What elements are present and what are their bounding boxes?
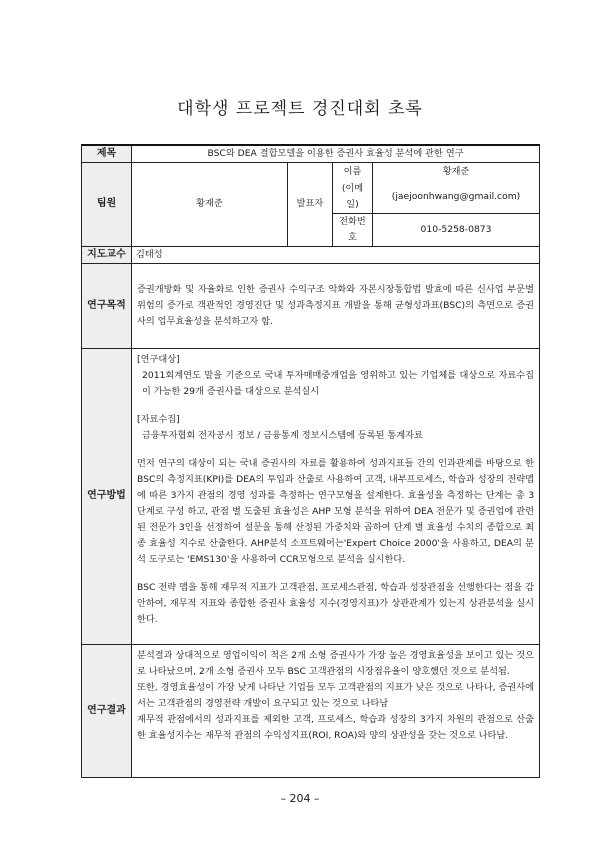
method-data-heading: [자료수집] <box>137 413 180 425</box>
method-subject-heading: [연구대상] <box>137 353 180 365</box>
title-row <box>82 145 540 163</box>
result-paragraph-2: 또한, 경영효율성이 가장 낮게 나타난 기업들 모두 고객관점의 지표가 낮은 것으로 나타나, 증권사에서는 고객관점의 경영전략 개발이 요구되고 있는 것으로 나타남 <box>137 681 535 709</box>
purpose-cell <box>132 263 540 348</box>
title-value: BSC와 DEA 결합모델을 이용한 증권사 효율성 분석에 관한 연구 <box>132 145 540 163</box>
method-subject-text: 2011회계연도 말을 기준으로 국내 투자매매중개업을 영위하고 있는 기업체를 대상으로 자료수집이 가능한 29개 증권사를 대상으로 분석실시 <box>142 369 535 397</box>
result-paragraph-3: 재무적 관점에서의 성과지표를 제외한 고객, 프로세스, 학습과 성장의 3가지 차원의 관점으로 산출한 효율성지수는 재무적 관점의 수익성지표(ROI, ROA)와 양의 상관성을 갖는 것으로 나타남. <box>137 713 535 741</box>
result-label: 연구결과 <box>82 644 132 777</box>
method-data-text: 금융투자협회 전자공시 정보 / 금융통계 정보시스템에 등록된 통계자료 <box>142 429 423 441</box>
method-cell <box>132 348 540 644</box>
advisor-row <box>82 246 540 263</box>
page-title: 대학생 프로젝트 경진대회 초록 <box>177 99 423 119</box>
purpose-label: 연구목적 <box>82 263 132 348</box>
result-cell <box>132 644 540 777</box>
method-row <box>82 348 540 644</box>
phone-label: 전화번호 <box>333 213 373 246</box>
team-label: 팀원 <box>82 163 132 247</box>
email-label: (이메일) <box>333 181 373 214</box>
advisor-value: 김태성 <box>132 246 540 263</box>
email-value: (jaejoonhwang@gmail.com) <box>373 181 540 214</box>
title-label: 제목 <box>82 145 132 163</box>
team-row <box>82 163 540 181</box>
phone-value: 010-5258-0873 <box>373 213 540 246</box>
purpose-row <box>82 263 540 348</box>
abstract-form-table <box>81 144 540 778</box>
method-label: 연구방법 <box>82 348 132 644</box>
presenter-label: 발표자 <box>288 163 333 247</box>
result-paragraph-1: 분석결과 상대적으로 영업이익이 적은 2개 소형 증권사가 가장 높은 경영효율성을 보이고 있는 것으로 나타났으며, 2개 소형 증권사 모두 BSC 고객관점의 시장점유율이 양호했던 것으로 분석됨. <box>137 649 535 677</box>
method-paragraph-1: 먼저 연구의 대상이 되는 국내 증권사의 자료를 활용하여 성과지표들 간의 인과관계를 바탕으로 한 BSC의 측정지표(KPI)를 DEA의 투입과 산출로 사용하여 고객, 내부프로세스, 학습과 성장의 전략맵에 따른 3가지 관점의 경영 성과를 측정하는 연구모형을 설계한다. 효율성을 측정하는 단계는 총 3단계로 구성 하고, 관점 별 도출된 효율성은 AHP 모형 분석을 위하여 DEA 전문가 및 증권업에 관련된 전문가 3인을 선정하여 설문을 통해 산정된 가중치와 곱하여 단계 별 효율성 수치의 종합으로 최종 효율성 지수로 산출한다. AHP분석 소프트웨어는'Expert Choice 2000'을 사용하고, DEA의 분석 도구로는 'EMS130'을 사용하여 CCR모형으로 분석을 실시한다. <box>137 457 535 565</box>
page-number: – 204 – <box>280 792 320 805</box>
purpose-text: 증권개방화 및 자율화로 인한 증권사 수익구조 악화와 자본시장통합법 발효에 따른 신사업 부문별 위험의 증가로 객관적인 경영진단 및 성과측정지표 개발을 통해 균형성과표(BSC)의 측면으로 증권사의 업무효율성을 분석하고자 함. <box>137 283 535 327</box>
advisor-label: 지도교수 <box>82 246 132 263</box>
method-paragraph-2: BSC 전략 맵을 통해 재무적 지표가 고객관점, 프로세스관점, 학습과 성장관점을 선행한다는 점을 감안하여, 재무적 지표와 종합한 증권사 효율성 지수(경영지표)가 상관관계가 있는지 상관분석을 실시한다. <box>137 581 535 625</box>
result-row <box>82 644 540 777</box>
name-label: 이름 <box>333 163 373 181</box>
team-value: 황재준 <box>132 163 288 247</box>
name-value: 황재준 <box>373 163 540 181</box>
